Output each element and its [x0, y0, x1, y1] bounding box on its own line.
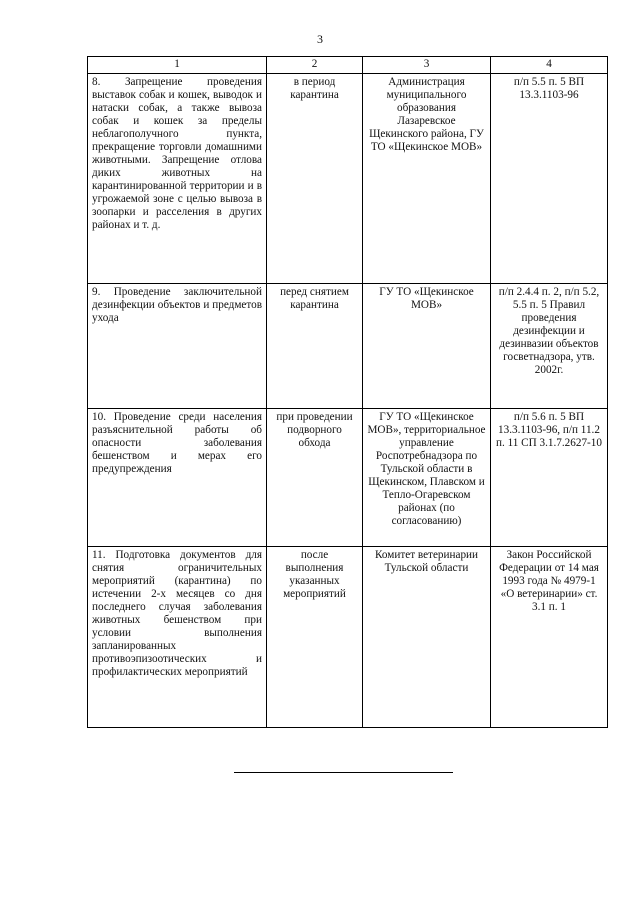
term-cell: перед снятием карантина	[267, 284, 363, 409]
signature-divider-line	[234, 772, 453, 773]
measure-cell: 10. Проведение среди населения разъяснительной работы об опасности заболевания бешенством и мерах его предупреждения	[88, 409, 267, 547]
term-cell: в период карантина	[267, 74, 363, 284]
column-header-4: 4	[491, 57, 608, 74]
measures-table	[87, 56, 608, 728]
table-header-row	[88, 57, 608, 74]
table-row	[88, 409, 608, 547]
basis-cell: п/п 5.6 п. 5 ВП 13.3.1103-96, п/п 11.2 п. 11 СП 3.1.7.2627-10	[491, 409, 608, 547]
term-cell: после выполнения указанных мероприятий	[267, 547, 363, 728]
measure-cell: 8. Запрещение проведения выставок собак и кошек, выводок и натаски собак, а также вывоза собак и кошек за пределы неблагополучного пункта, прекращение торговли домашними животными. Запрещение отлова диких животных на карантинированной территории и в угрожаемой зоне с целью вывоза в зоопарки и расселения в других районах и т. д.	[88, 74, 267, 284]
executor-cell: ГУ ТО «Щекинское МОВ»	[363, 284, 491, 409]
executor-cell: ГУ ТО «Щекинское МОВ», территориальное управление Роспотребнадзора по Тульской области в Щекинском, Плавском и Тепло-Огаревском районах (по согласованию)	[363, 409, 491, 547]
table-row	[88, 547, 608, 728]
column-header-1: 1	[88, 57, 267, 74]
page-number: 3	[317, 32, 323, 46]
column-header-2: 2	[267, 57, 363, 74]
measure-cell: 9. Проведение заключительной дезинфекции объектов и предметов ухода	[88, 284, 267, 409]
measure-cell: 11. Подготовка документов для снятия ограничительных мероприятий (карантина) по истечении 2-х месяцев со дня последнего случая заболевания животных бешенством при условии выполнения запланированных противоэпизоотических и профилактических мероприятий	[88, 547, 267, 728]
table-row	[88, 284, 608, 409]
basis-cell: Закон Российской Федерации от 14 мая 1993 года № 4979-1 «О ветеринарии» ст. 3.1 п. 1	[491, 547, 608, 728]
executor-cell: Комитет ветеринарии Тульской области	[363, 547, 491, 728]
executor-cell: Администрация муниципального образования Лазаревское Щекинского района, ГУ ТО «Щекинское МОВ»	[363, 74, 491, 284]
basis-cell: п/п 2.4.4 п. 2, п/п 5.2, 5.5 п. 5 Правил проведения дезинфекции и дезинвазии объектов госветнадзора, утв. 2002г.	[491, 284, 608, 409]
basis-cell: п/п 5.5 п. 5 ВП 13.3.1103-96	[491, 74, 608, 284]
term-cell: при проведении подворного обхода	[267, 409, 363, 547]
table-row	[88, 74, 608, 284]
column-header-3: 3	[363, 57, 491, 74]
